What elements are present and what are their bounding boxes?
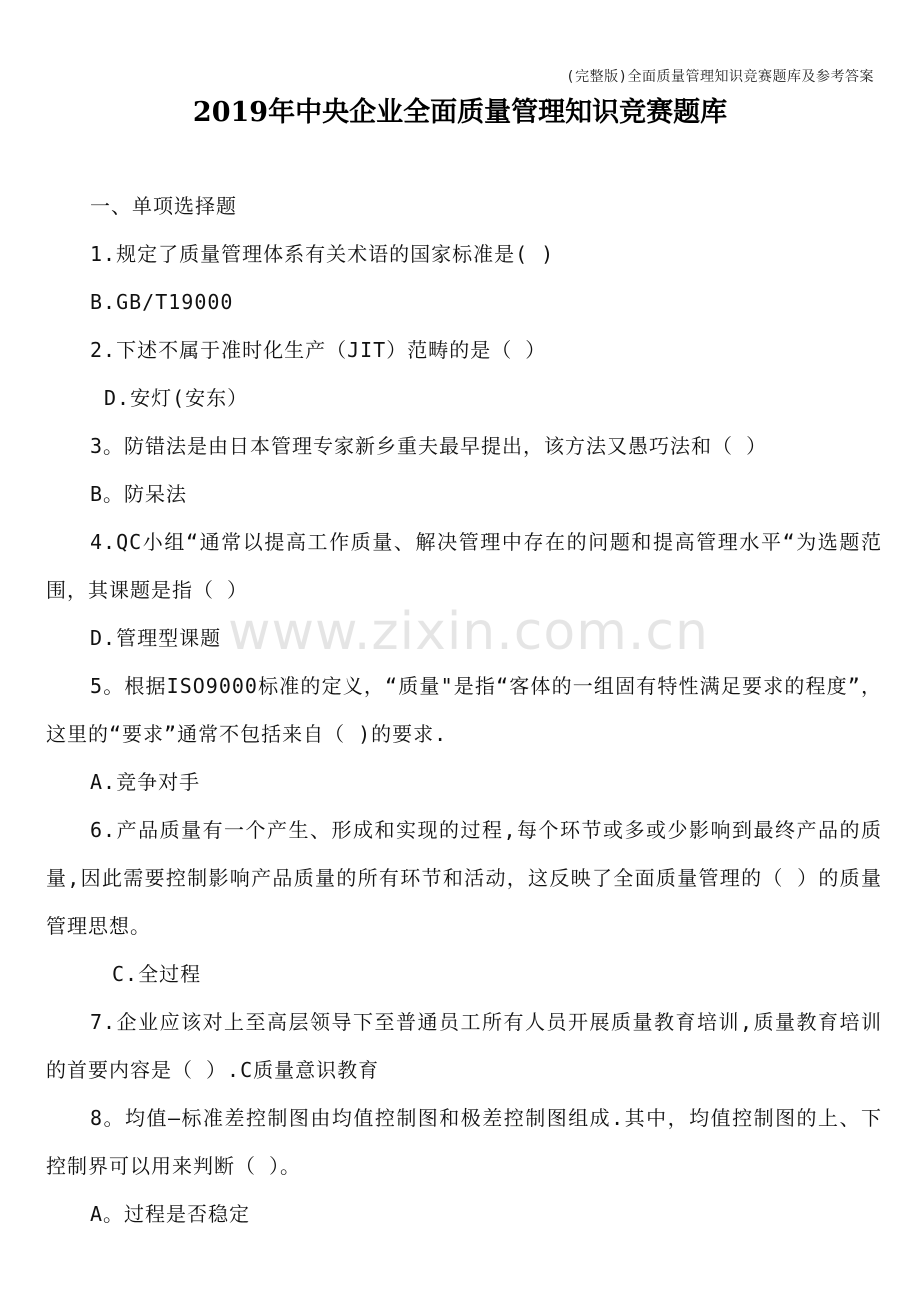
page-title: 2019年中央企业全面质量管理知识竞赛题库 [192,97,728,128]
question-3: 3。防错法是由日本管理专家新乡重夫最早提出，该方法又愚巧法和（ ） [90,434,768,458]
question-6: 6.产品质量有一个产生、形成和实现的过程,每个环节或多或少影响到最终产品的质量,因此需要控制影响产品质量的所有环节和活动，这反映了全面质量管理的（ ）的质量管理思想。 [46,818,882,938]
section-heading: 一、单项选择题 [90,194,237,218]
answer-1: B.GB/T19000 [90,290,234,314]
answer-2: D.安灯(安东） [104,386,249,410]
document-body [46,182,882,1238]
answer-5: A.竞争对手 [90,770,201,794]
answer-8: A。过程是否稳定 [90,1202,251,1226]
question-8: 8。均值—标准差控制图由均值控制图和极差控制图组成.其中，均值控制图的上、下控制界可以用来判断（ ）。 [46,1106,882,1178]
question-7: 7.企业应该对上至高层领导下至普通员工所有人员开展质量教育培训,质量教育培训的首要内容是（ ）.C质量意识教育 [46,1010,882,1082]
question-2: 2.下述不属于准时化生产（JIT）范畴的是（ ） [90,338,547,362]
header-note: (完整版)全面质量管理知识竞赛题库及参考答案 [566,69,874,85]
question-5: 5。根据ISO9000标准的定义，“质量"是指“客体的一组固有特性满足要求的程度”，这里的“要求”通常不包括来自（ )的要求. [46,674,882,746]
answer-6: C.全过程 [112,962,202,986]
watermark: www.zixin.com.cn [228,602,709,662]
answer-3: B。防呆法 [90,482,188,506]
answer-4: D.管理型课题 [90,626,222,650]
question-4: 4.QC小组“通常以提高工作质量、解决管理中存在的问题和提高管理水平“为选题范围，其课题是指（ ） [46,530,882,602]
question-1: 1.规定了质量管理体系有关术语的国家标准是( ) [90,242,555,266]
